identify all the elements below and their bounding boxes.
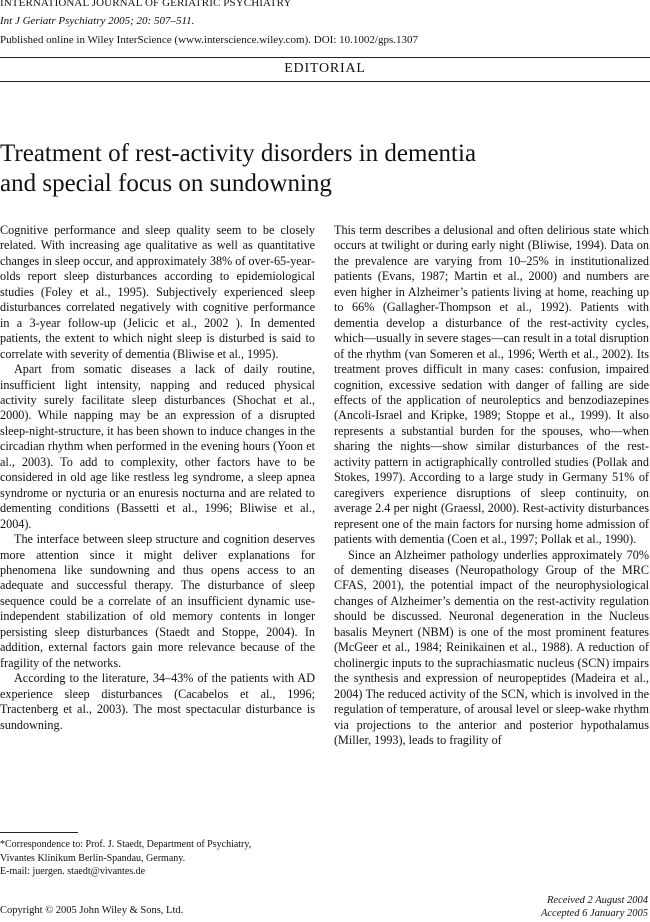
- section-rule: [0, 81, 650, 82]
- paragraph: Since an Alzheimer pathology underlies approximately 70% of dementing diseases (Neuropathology Group of the MRC CFAS, 2001), the potential impact of the neurophysiological changes of Alzheimer’s dementia on the rest-activity regulation should be discussed. Neuronal degeneration in the Nucleus basalis Meynert (NBM) is one of the most prominent features (McGeer et al., 1984; Reinikainen et al., 1988). A reduction of cholinergic inputs to the suprachiasmatic nucleus (SCN) impairs the synthesis and expression of neuropeptides (Madeira et al., 2004) The reduced activity of the SCN, which is involved in the regulation of temperature, of arousal level or sleep-wake rhythm via projections to the anterior and posterior hypothalamus (Miller, 1993), leads to fragility of: [334, 547, 649, 747]
- paragraph: This term describes a delusional and often delirious state which occurs at twilight or during early night (Bliwise, 1994). Data on the prevalence are varying from 10–25% in institutionalized patients (Evans, 1987; Martin et al., 2000) and numbers are even higher in Alzheimer’s patients living at home, reaching up to 66% (Gallagher-Thompson et al., 1992). Patients with dementia develop a disturbance of the rest-activity cycles, which—usually in severe stages—can result in a total disruption of the rhythm (van Someren et al., 1996; Werth et al., 2002). Its treatment proves difficult in many cases: confusion, impaired cognition, excessive sedation with danger of falling are side effects of the application of neuroleptics and benzodiazepines (Ancoli-Israel and Kripke, 1989; Stoppe et al., 1999). It also represents a substantial burden for the spouses, who—when sharing the nights—show similar disturbances of the rest-activity pattern in actigraphically controlled studies (Pollak and Stokes, 1997). According to a large study in Germany 51% of caregivers experience disruptions of sleep continuity, on average 2.4 per night (Graessl, 2000). Rest-activity disturbances represent one of the main factors for nursing home admission of patients with dementia (Coen et al., 1997; Pollak et al., 1990).: [334, 223, 649, 547]
- paragraph: According to the literature, 34–43% of the patients with AD experience sleep disturbances (Cacabelos et al., 1996; Tractenberg et al., 2003). The most spectacular disturbance is sundowning.: [0, 671, 315, 732]
- footnote-line: *Correspondence to: Prof. J. Staedt, Department of Psychiatry,: [0, 839, 252, 850]
- title-line-2: and special focus on sundowning: [0, 170, 332, 197]
- accepted-date: Accepted 6 January 2005: [540, 908, 648, 919]
- correspondence-footnote: [0, 838, 315, 879]
- title-line-1: Treatment of rest-activity disorders in dementia: [0, 140, 477, 167]
- left-column: [0, 223, 315, 733]
- article-title: [0, 139, 640, 199]
- footnote-email: E-mail: juergen. staedt@vivantes.de: [0, 866, 146, 877]
- paragraph: Cognitive performance and sleep quality seem to be closely related. With increasing age qualitative as well as quantitative changes in sleep occur, and approximately 38% of over-65-year-olds report sleep disturbances according to epidemiological studies (Foley et al., 1995). Subjectively experienced sleep disturbances correlated negatively with cognitive performance in a 3-year follow-up (Jelicic et al., 2002 ). In demented patients, the extent to which night sleep is disturbed is said to correlate with severity of dementia (Bliwise et al., 1995).: [0, 223, 315, 361]
- journal-name: INTERNATIONAL JOURNAL OF GERIATRIC PSYCHIATRY: [0, 0, 292, 9]
- received-accepted-dates: [541, 894, 648, 920]
- paragraph: Apart from somatic diseases a lack of daily routine, insufficient light intensity, napping and reduced physical activity surely facilitate sleep disturbances (Shochat et al., 2000). While napping may be an expression of a disrupted sleep-night-structure, it has been shown to induce changes in the circadian rhythm when performed in the evening hours (Yoon et al., 2003). To add to complexity, other factors have to be considered in old age like restless leg syndrome, a sleep apnea syndrome or nycturia or an enuresis nocturna and are related to dementing conditions (Bassetti et al., 1996; Bliwise et al., 2004).: [0, 362, 315, 531]
- footnote-rule: [0, 832, 78, 833]
- received-date: Received 2 August 2004: [547, 895, 648, 906]
- right-column: [334, 223, 649, 748]
- copyright: Copyright © 2005 John Wiley & Sons, Ltd.: [0, 905, 184, 916]
- footnote-line: Vivantes Klinikum Berlin-Spandau, Germany.: [0, 852, 186, 864]
- header-rule: [0, 57, 650, 58]
- citation: Int J Geriatr Psychiatry 2005; 20: 507–511.: [0, 15, 195, 27]
- section-label: EDITORIAL: [284, 61, 366, 76]
- published-online-line: Published online in Wiley InterScience (www.interscience.wiley.com). DOI: 10.1002/gps.1307: [0, 34, 418, 46]
- paragraph: The interface between sleep structure and cognition deserves more attention since it might deliver explanations for phenomena like sundowning and thus opens access to an adequate and successful therapy. The disturbance of sleep sequence could be a correlate of an insufficient dynamic use-independent stabilization of old memory contents in longer persisting sleep disturbances (Staedt and Stoppe, 2004). In addition, external factors gain more relevance because of the fragility of the networks.: [0, 532, 315, 670]
